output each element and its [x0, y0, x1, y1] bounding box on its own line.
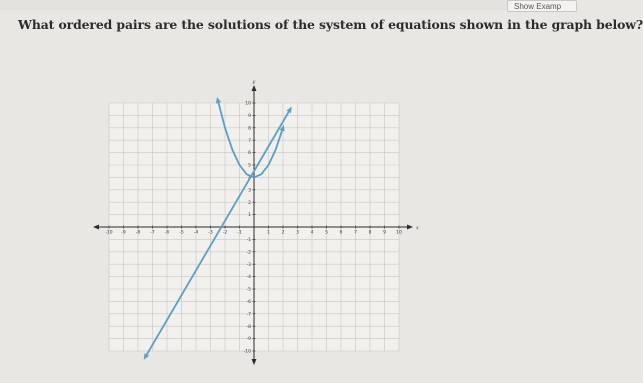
- x-tick-label: -6: [164, 230, 170, 236]
- x-tick-label: -3: [208, 230, 213, 236]
- x-tick-label: 7: [354, 230, 357, 236]
- y-axis-bottom-arrow: [252, 359, 257, 365]
- x-tick-label: 9: [383, 230, 386, 236]
- parabola-start-arrow: [216, 97, 221, 103]
- y-tick-label: 9: [248, 114, 251, 119]
- y-tick-label: 1: [248, 213, 251, 219]
- y-tick-label: -3: [246, 262, 251, 268]
- x-tick-label: -1: [237, 230, 242, 236]
- x-tick-label: -2: [222, 230, 228, 236]
- y-tick-label: 10: [245, 101, 251, 107]
- x-tick-label: -9: [121, 230, 126, 236]
- y-tick-label: 4: [248, 176, 251, 181]
- x-tick-label: 3: [296, 230, 299, 236]
- x-tick-label: 10: [396, 230, 402, 236]
- x-tick-label: -8: [135, 230, 141, 236]
- y-tick-label: -5: [246, 287, 251, 293]
- x-tick-label: 5: [325, 230, 328, 236]
- x-tick-label: 8: [368, 230, 372, 236]
- y-tick-label: -4: [246, 275, 251, 281]
- y-tick-label: 3: [248, 188, 251, 194]
- y-tick-label: -2: [246, 250, 251, 256]
- y-tick-label: 7: [248, 138, 251, 144]
- x-tick-label: -10: [105, 230, 113, 236]
- x-tick-label: -5: [179, 230, 184, 236]
- y-tick-label: 6: [248, 151, 251, 157]
- question-text: What ordered pairs are the solutions of the system of equations shown in the graph below?: [18, 17, 643, 32]
- x-tick-label: 4: [310, 230, 314, 236]
- show-example-button[interactable]: Show Examp: [507, 0, 577, 12]
- x-axis-label: x: [416, 225, 419, 231]
- x-tick-label: 1: [267, 230, 270, 236]
- y-tick-label: -10: [243, 349, 251, 355]
- x-axis-left-arrow: [93, 225, 99, 230]
- y-tick-label: -6: [246, 300, 251, 305]
- y-tick-label: -1: [246, 238, 251, 243]
- x-tick-label: 6: [339, 230, 343, 236]
- y-tick-label: 5: [248, 163, 251, 169]
- x-tick-label: -7: [150, 230, 155, 236]
- y-tick-label: -9: [246, 337, 251, 343]
- y-tick-label: 2: [248, 200, 251, 206]
- x-tick-label: -4: [193, 230, 199, 236]
- y-tick-label: 8: [248, 126, 251, 132]
- x-axis-right-arrow: [407, 225, 413, 230]
- y-axis-label: y: [252, 79, 256, 85]
- y-tick-label: -7: [246, 312, 251, 318]
- y-axis-top-arrow: [252, 85, 257, 91]
- y-tick-label: -8: [246, 324, 251, 330]
- x-tick-label: 2: [281, 230, 285, 236]
